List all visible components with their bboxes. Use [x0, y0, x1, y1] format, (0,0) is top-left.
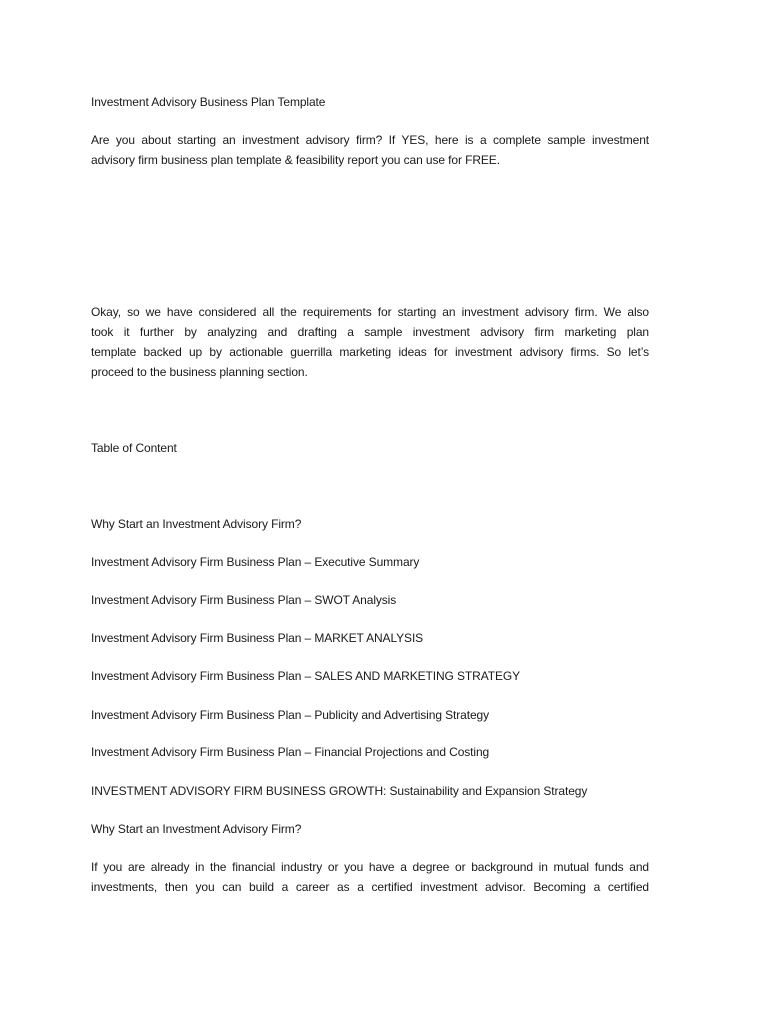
- paragraph-line: template backed up by actionable guerrilla marketing ideas for investment advisory firms. So let’s: [91, 345, 649, 359]
- toc-item: Investment Advisory Firm Business Plan – MARKET ANALYSIS: [91, 631, 424, 645]
- intro-paragraph: [91, 130, 649, 170]
- intro-line: advisory firm business plan template & feasibility report you can use for FREE.: [91, 153, 500, 167]
- section-line: investments, then you can build a career as a certified investment advisor. Becoming a certified: [91, 880, 649, 894]
- toc-item: Why Start an Investment Advisory Firm?: [91, 517, 302, 531]
- toc-item: Investment Advisory Firm Business Plan – SALES AND MARKETING STRATEGY: [91, 669, 521, 683]
- paragraph-line: proceed to the business planning section.: [91, 365, 308, 379]
- paragraph-line: Okay, so we have considered all the requirements for starting an investment advisory firm. We also: [91, 305, 649, 319]
- toc-item: Investment Advisory Firm Business Plan – SWOT Analysis: [91, 593, 397, 607]
- section-heading: Why Start an Investment Advisory Firm?: [91, 822, 302, 836]
- toc-item: Investment Advisory Firm Business Plan – Executive Summary: [91, 555, 420, 569]
- document-title: Investment Advisory Business Plan Template: [91, 95, 326, 109]
- toc-item: Investment Advisory Firm Business Plan – Financial Projections and Costing: [91, 745, 490, 759]
- requirements-paragraph: [91, 302, 649, 382]
- toc-heading: Table of Content: [91, 441, 177, 455]
- section-line: If you are already in the financial industry or you have a degree or background in mutual funds and: [91, 860, 649, 874]
- paragraph-line: took it further by analyzing and drafting a sample investment advisory firm marketing plan: [91, 325, 649, 339]
- section-paragraph: [91, 857, 649, 897]
- toc-item: Investment Advisory Firm Business Plan – Publicity and Advertising Strategy: [91, 708, 490, 722]
- toc-item: INVESTMENT ADVISORY FIRM BUSINESS GROWTH: Sustainability and Expansion Strategy: [91, 784, 588, 798]
- intro-line: Are you about starting an investment advisory firm? If YES, here is a complete sample investment: [91, 133, 649, 147]
